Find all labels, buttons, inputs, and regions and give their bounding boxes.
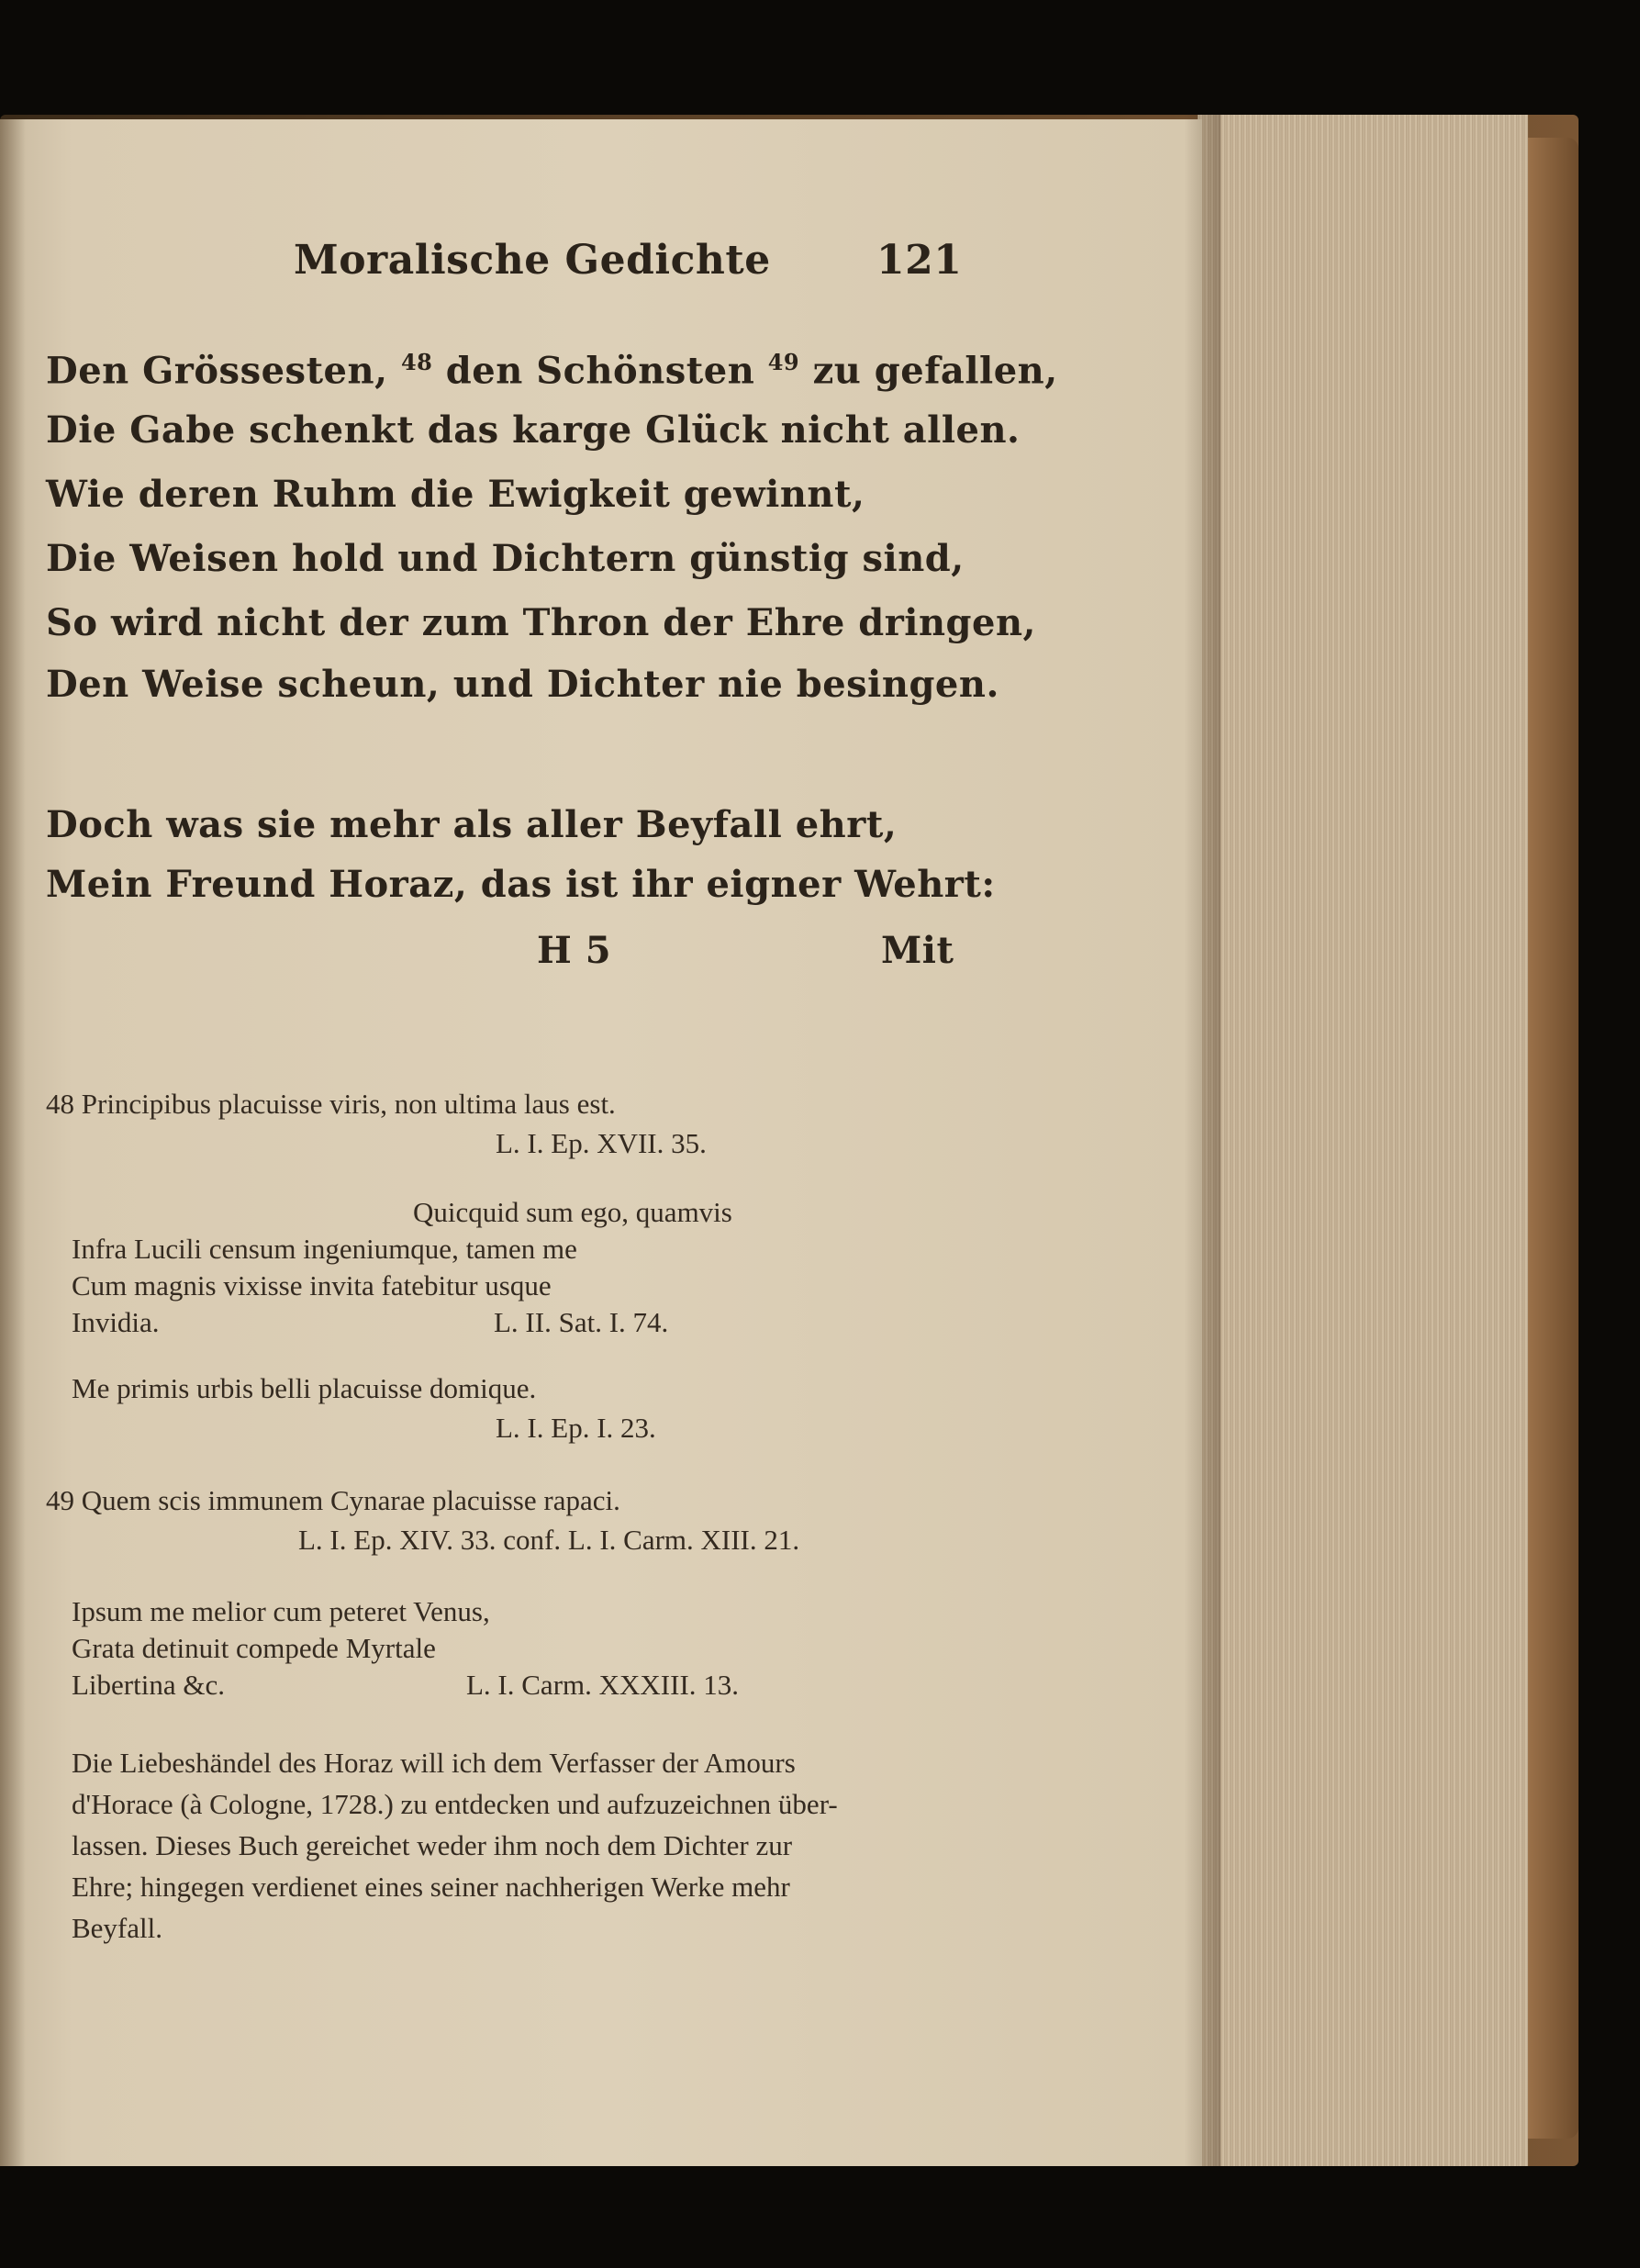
footnote-48-quote-5: Me primis urbis belli placuisse domique.	[72, 1372, 537, 1404]
verse-line-5: So wird nicht der zum Thron der Ehre dringen,	[46, 601, 1036, 644]
commentary-line-2: d'Horace (à Cologne, 1728.) zu entdecken und aufzuzeichnen über-	[72, 1788, 838, 1820]
footnote-49-ref-1: L. I. Ep. XIV. 33. conf. L. I. Carm. XIII. 21.	[298, 1524, 800, 1556]
verse-line-1-b: den Schönsten	[432, 349, 768, 393]
verse-line-6: Den Weise scheun, und Dichter nie besingen.	[46, 663, 999, 706]
verse-line-8: Mein Freund Horaz, das ist ihr eigner Wehrt:	[46, 863, 996, 906]
verse-line-4: Die Weisen hold und Dichtern günstig sind,	[46, 537, 965, 580]
page-number: 121	[876, 237, 963, 284]
commentary-line-5: Beyfall.	[72, 1912, 162, 1944]
footnote-48-ref-3: L. I. Ep. I. 23.	[496, 1412, 656, 1444]
verse-line-3: Wie deren Ruhm die Ewigkeit gewinnt,	[46, 473, 865, 516]
footnote-49-ref-2: L. I. Carm. XXXIII. 13.	[466, 1669, 740, 1701]
signature-mark: H 5	[537, 929, 612, 972]
footnote-49-quote-2: Grata detinuit compede Myrtale	[72, 1632, 436, 1664]
footnote-48-quote-2: Infra Lucili censum ingeniumque, tamen me	[72, 1233, 577, 1265]
footnote-49-line: 49 Quem scis immunem Cynarae placuisse rapaci.	[46, 1484, 620, 1516]
commentary-line-1: Die Liebeshändel des Horaz will ich dem Verfasser der Amours	[72, 1747, 796, 1779]
footnote-ref-49: 49	[767, 349, 800, 375]
running-head-title: Moralische Gedichte	[294, 237, 771, 284]
commentary-line-4: Ehre; hingegen verdienet eines seiner nachherigen Werke mehr	[72, 1871, 790, 1903]
verse-line-7: Doch was sie mehr als aller Beyfall ehrt,	[46, 803, 898, 846]
footnote-48-ref-2: L. II. Sat. I. 74.	[494, 1306, 669, 1338]
footnote-49-quote-3: Libertina &c.	[72, 1669, 225, 1701]
gutter-shadow	[0, 119, 26, 2166]
footnote-48-line: 48 Principibus placuisse viris, non ultima laus est.	[46, 1088, 616, 1120]
footnote-49-quote-1: Ipsum me melior cum peteret Venus,	[72, 1595, 490, 1627]
footnote-48-quote-1: Quicquid sum ego, quamvis	[413, 1196, 732, 1228]
verse-line-1-a: Den Grössesten,	[46, 349, 401, 393]
verse-line-2: Die Gabe schenkt das karge Glück nicht allen.	[46, 408, 1021, 452]
verse-line-1-c: zu gefallen,	[799, 349, 1058, 393]
footnote-48-ref-1: L. I. Ep. XVII. 35.	[496, 1127, 707, 1159]
footnote-ref-48: 48	[400, 349, 433, 375]
footnote-48-quote-4: Invidia.	[72, 1306, 160, 1338]
page-edge-shadow	[1184, 115, 1221, 2166]
catchword: Mit	[881, 929, 954, 972]
verse-line-1	[46, 349, 1058, 392]
commentary-line-3: lassen. Dieses Buch gereichet weder ihm noch dem Dichter zur	[72, 1829, 793, 1861]
page-block-edges	[1198, 115, 1528, 2166]
footnote-48-quote-3: Cum magnis vixisse invita fatebitur usque	[72, 1269, 552, 1302]
